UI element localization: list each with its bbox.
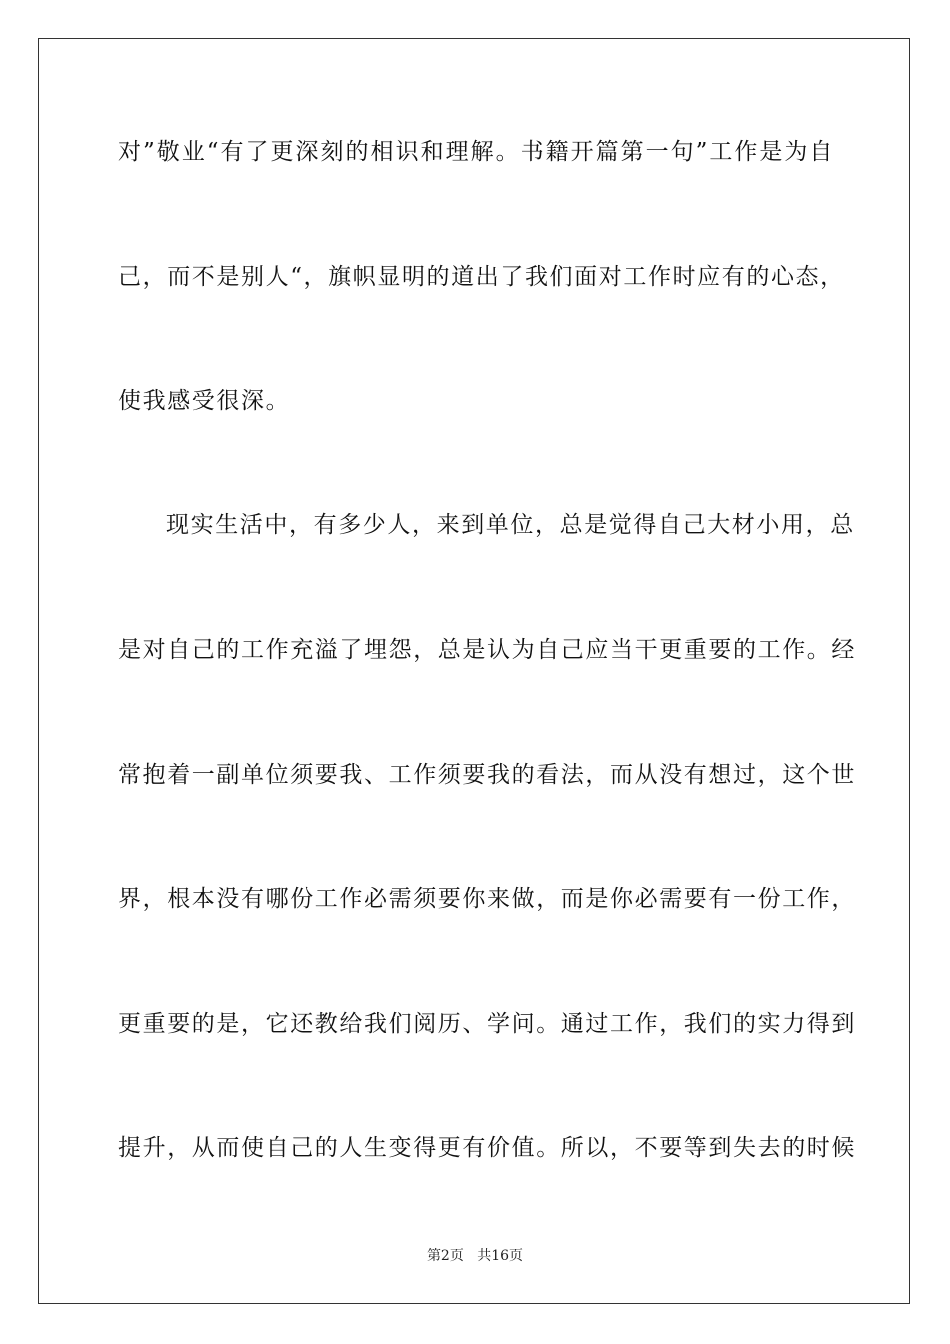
text-line: 对”敬业“有了更深刻的相识和理解。书籍开篇第一句”工作是为自 <box>118 139 834 165</box>
text-line: 提升，从而使自己的人生变得更有价值。所以，不要等到失去的时候 <box>118 1135 856 1161</box>
page-total: 共16页 <box>477 1248 524 1264</box>
page-border <box>38 38 910 1304</box>
page-number: 第2页 <box>426 1248 464 1264</box>
text-line: 使我感受很深。 <box>118 388 291 414</box>
text-line: 己，而不是别人“，旗帜显明的道出了我们面对工作时应有的心态， <box>118 264 845 290</box>
text-line: 更重要的是，它还教给我们阅历、学问。通过工作，我们的实力得到 <box>118 1011 856 1037</box>
text-line: 界，根本没有哪份工作必需须要你来做，而是你必需要有一份工作， <box>118 886 856 912</box>
text-line: 常抱着一副单位须要我、工作须要我的看法，而从没有想过，这个世 <box>118 762 856 788</box>
paragraph-start-line: 现实生活中，有多少人，来到单位，总是觉得自己大材小用，总 <box>166 512 855 538</box>
text-line: 是对自己的工作充溢了埋怨，总是认为自己应当干更重要的工作。经 <box>118 637 856 663</box>
page-footer <box>0 1247 950 1265</box>
